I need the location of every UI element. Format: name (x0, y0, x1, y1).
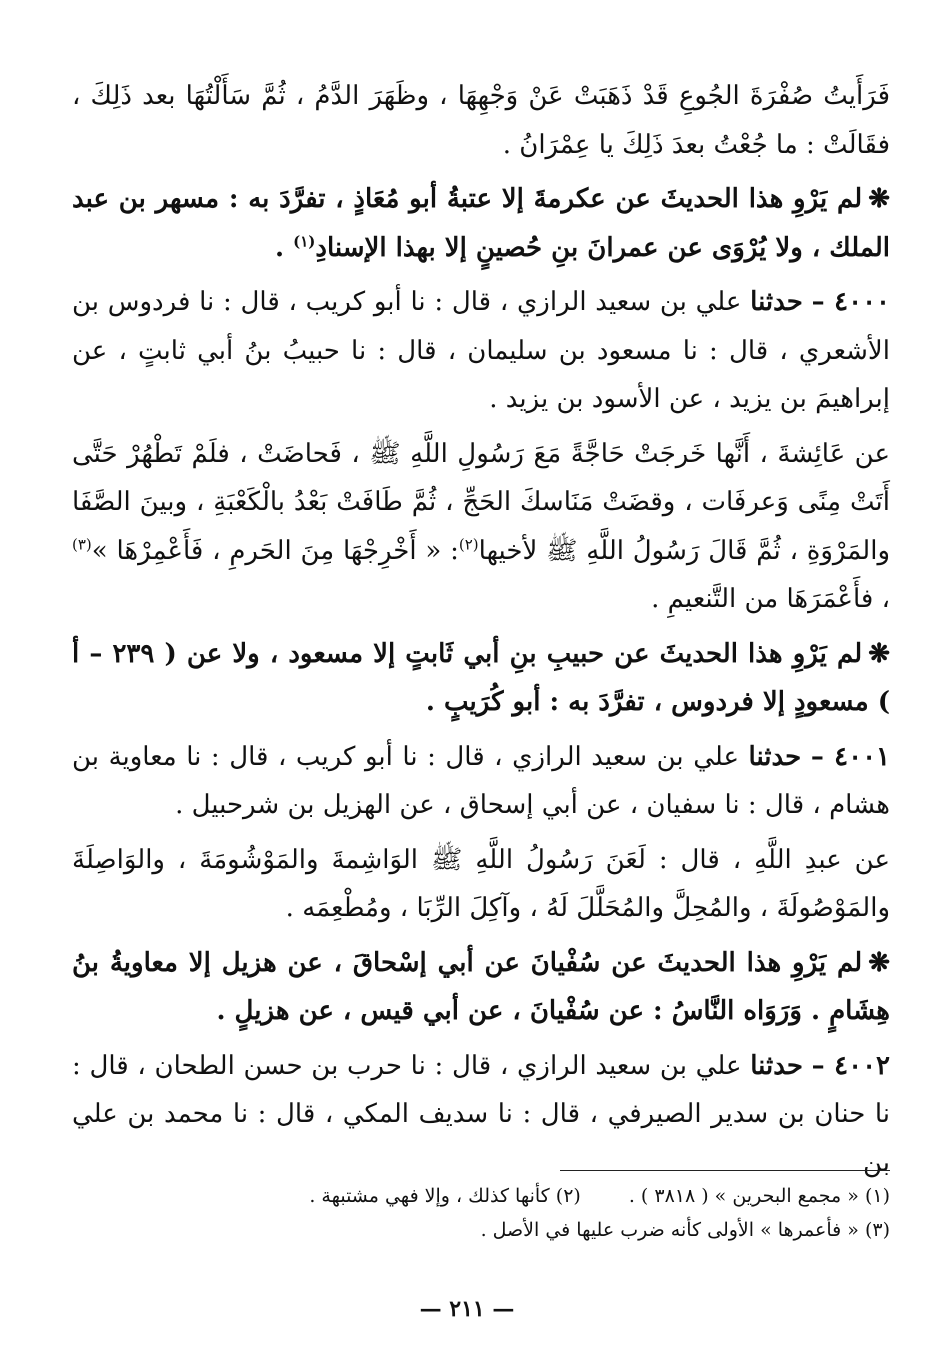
footnote-item (629, 1179, 890, 1213)
footnote-item (309, 1179, 581, 1213)
footnote-mark: (٢) (555, 1185, 581, 1207)
page-number: — ٢١١ — (419, 1296, 515, 1322)
narration-paragraph (72, 72, 890, 169)
paragraph-text: لم يَرْوِ هذا الحديثَ عن سُفْيانَ عن أبي إسْحاقَ ، عن هزيل إلا معاويةُ بنُ هِشَامٍ . وَرَوَاه النَّاسُ : عن سُفْيانَ ، عن أبي قيس ، عن هزيلٍ . (72, 947, 890, 1026)
hadith-lead: حدثنا (748, 741, 802, 772)
star-marker: ❋ (868, 947, 890, 978)
paragraph-text: علي بن سعيد الرازي ، قال : نا حرب بن حسن الطحان ، قال : نا حنان بن سدير الصيرفي ، قال : نا سديف المكي ، قال : نا محمد بن علي بن (72, 1050, 890, 1178)
hadith-paragraph (72, 278, 890, 424)
footnote-mark: (٣) (864, 1219, 890, 1241)
paragraph-text: ، فأَعْمَرَهَا من التَّنعيمِ . (651, 584, 890, 614)
commentary-paragraph (72, 175, 890, 272)
footnote-line (72, 1213, 890, 1247)
commentary-paragraph (72, 630, 890, 727)
paragraph-tail: . (274, 232, 285, 263)
footnote-text: كأنها كذلك ، وإلا فهي مشتبهة . (309, 1185, 550, 1207)
paragraph-text: لم يَرْوِ هذا الحديثَ عن عكرمةَ إلا عتبةُ أبو مُعَاذٍ ، تفرَّدَ به : مسهر بن عبد الملك ، ولا يُرْوَى عن عمرانَ بنِ حُصينٍ إلا بهذا الإسنادِ (72, 184, 890, 263)
paragraph-text: لم يَرْوِ هذا الحديثَ عن حبيبِ بنِ أبي ثَابتٍ إلا مسعود ، ولا عن ( ٢٣٩ – أ ) مسعودٍ إلا فردوس ، تفرَّدَ به : أبو كُرَيبٍ . (72, 638, 890, 717)
paragraph-text: : « أَخْرِجْهَا مِنَ الحَرمِ ، فَأَعْمِرْهَا » (91, 535, 459, 566)
hadith-paragraph (72, 733, 890, 830)
paragraph-text: علي بن سعيد الرازي ، قال : نا أبو كريب ، قال : نا فردوس بن الأشعري ، قال : نا مسعود بن سليمان ، قال : نا حبيبُ بنُ أبي ثابتٍ ، عن إبراهيمَ بن يزيد ، عن الأسود بن يزيد . (72, 287, 890, 414)
hadith-number: ٤٠٠٠ – (811, 287, 891, 317)
star-marker: ❋ (868, 638, 891, 669)
hadith-number: ٤٠٠١ – (810, 741, 890, 772)
hadith-lead: حدثنا (750, 287, 803, 317)
star-marker: ❋ (868, 184, 890, 214)
paragraph-text: فَرَأَيتُ صُفْرَةَ الجُوعِ قَدْ ذَهَبَتْ عَنْ وَجْهِهَا ، وظَهَرَ الدَّمُ ، ثُمَّ سَأَلْتُهَا بعد ذَلِكَ ، فقَالَتْ : ما جُعْتُ بعدَ ذَلِكَ يا عِمْرَانُ . (72, 81, 890, 160)
footnote-mark: (١) (864, 1185, 890, 1207)
commentary-paragraph (72, 939, 890, 1036)
footnote-line (72, 1179, 890, 1213)
footnote-divider (560, 1170, 890, 1171)
narration-paragraph (72, 836, 890, 933)
footnote-text: « مجمع البحرين » ( ٣٨١٨ ) . (628, 1185, 859, 1207)
footnote-ref: (١) (293, 231, 316, 250)
footnote-text: « فأعمرها » الأولى كأنه ضرب عليها في الأصل . (480, 1219, 859, 1241)
hadith-number: ٤٠٠٢ – (811, 1050, 891, 1081)
footnotes-section (72, 1170, 890, 1247)
paragraph-text: عن عبدِ اللَّهِ ، قال : لَعَنَ رَسُولُ اللَّهِ ﷺ الوَاشِمةَ والمَوْشُومَةَ ، والوَاصِلَةَ والمَوْصُولَةَ ، والمُحِلَّ والمُحَلَّلَ لَهُ ، وآكِلَ الرِّبَا ، ومُطْعِمَه . (72, 844, 890, 923)
footnote-ref: (٣) (72, 534, 92, 553)
hadith-lead: حدثنا (750, 1050, 803, 1081)
narration-paragraph (72, 430, 890, 624)
hadith-paragraph (72, 1042, 890, 1188)
page-body (72, 72, 890, 1193)
footnote-ref: (٢) (458, 534, 479, 553)
paragraph-text: علي بن سعيد الرازي ، قال : نا أبو كريب ، قال : نا معاوية بن هشام ، قال : نا سفيان ، عن أبي إسحاق ، عن الهزيل بن شرحبيل . (72, 741, 890, 820)
paragraph-text: عن عَائِشةَ ، أَنَّها خَرجَتْ حَاجَّةً مَعَ رَسُولِ اللَّهِ ﷺ ، فَحاضَتْ ، فلَمْ تَطْهُرْ حَتَّى أَتَتْ مِنًى وَعرفَات ، وقضَتْ مَنَاسكَ الحَجِّ ، ثُمَّ طَافَتْ بَعْدُ بالْكَعْبَةِ ، وبينَ الصَّفَا والمَرْوَةِ ، ثُمَّ قَالَ رَسُولُ اللَّهِ ﷺ لأخيها (72, 438, 891, 566)
footnote-item (481, 1213, 890, 1247)
